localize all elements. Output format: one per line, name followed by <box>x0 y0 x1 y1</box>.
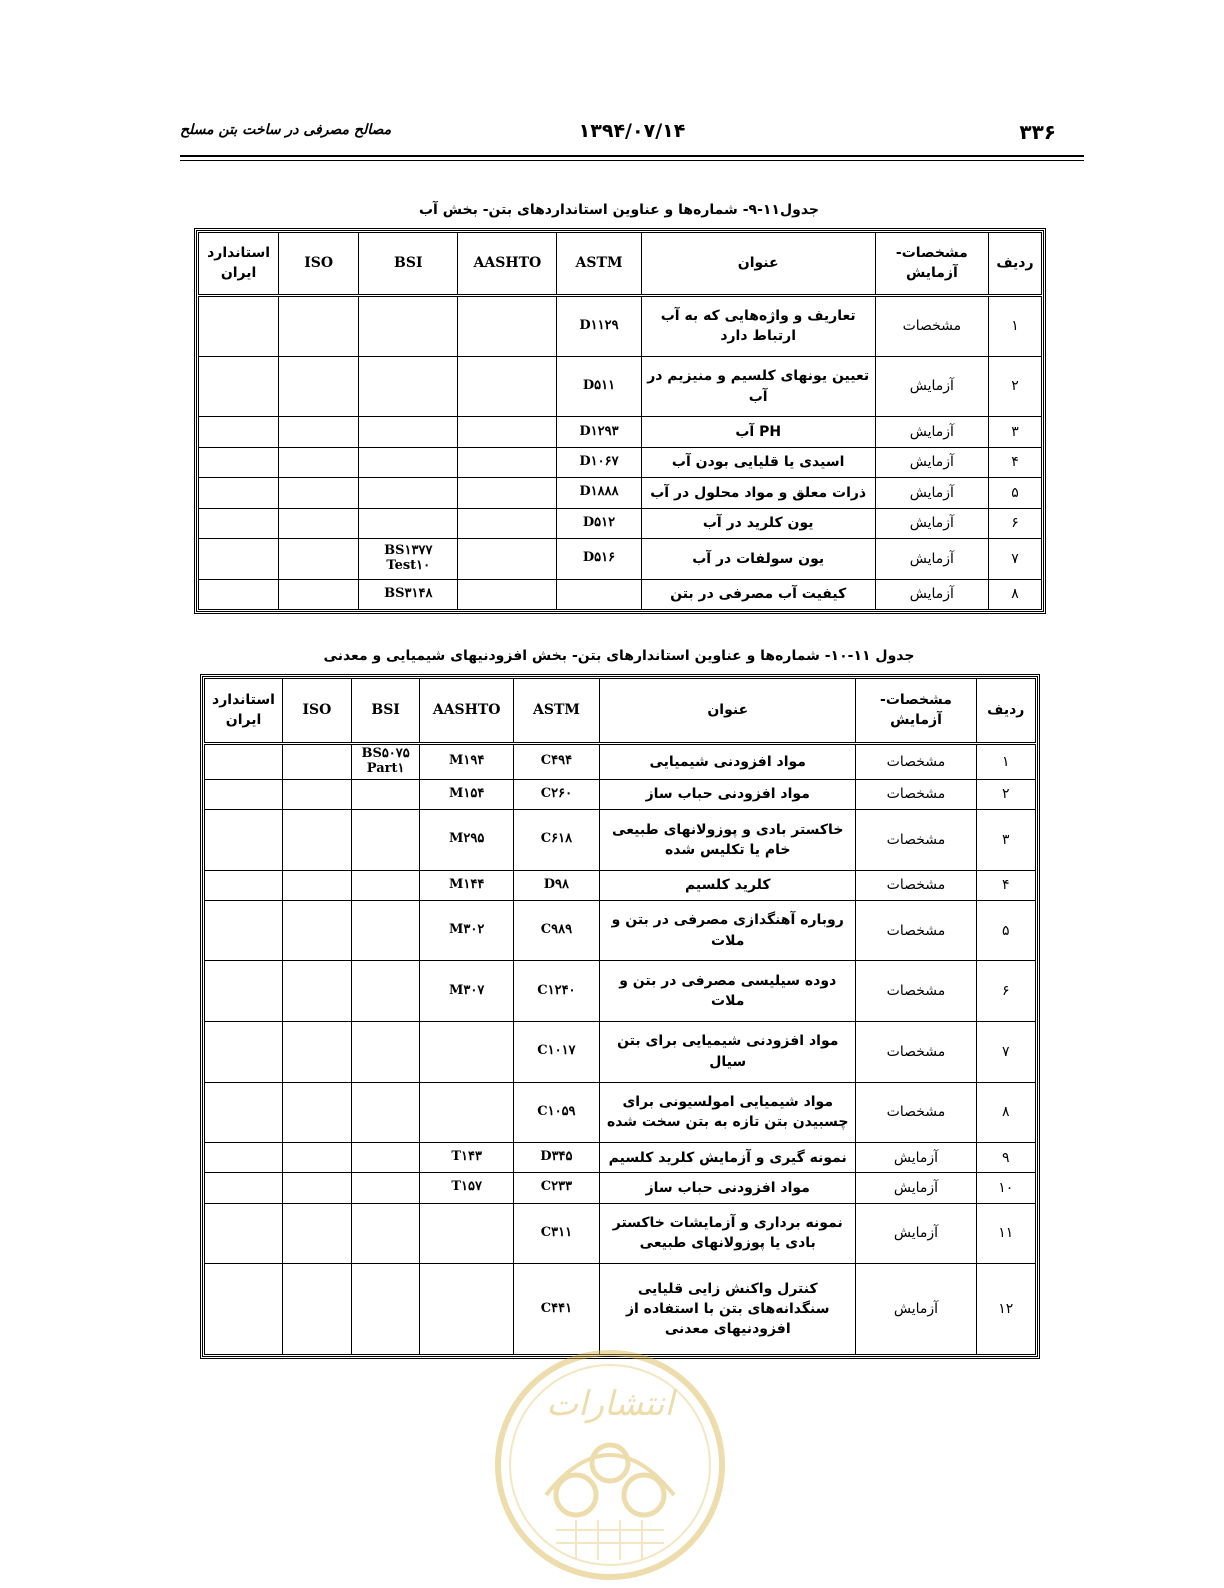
iso-code <box>283 961 352 1022</box>
row-type: آزمایش <box>856 1173 976 1203</box>
row-number: ۳ <box>976 810 1036 871</box>
row-number: ۸ <box>976 1082 1036 1143</box>
aashto-code: T۱۵۷ <box>420 1173 513 1203</box>
aashto-code: M۳۰۷ <box>420 961 513 1022</box>
table-row <box>205 743 1036 779</box>
bsi-code <box>359 478 458 508</box>
row-type: آزمایش <box>856 1203 976 1264</box>
watermark-text: انتشارات <box>546 1384 674 1424</box>
table-row <box>205 1082 1036 1143</box>
aashto-code <box>458 538 557 579</box>
astm-code: C۲۶۰ <box>513 779 599 809</box>
table-row <box>199 417 1042 447</box>
table-row <box>205 779 1036 809</box>
table1-caption: جدول۱۱-۹- شماره‌ها و عناوین استانداردهای بتن- بخش آب <box>418 202 819 218</box>
row-number: ۱۰ <box>976 1173 1036 1203</box>
col-header-type: مشخصات- آزمایش <box>856 679 976 744</box>
row-title: روباره آهنگدازی مصرفی در بتن و ملات <box>600 900 856 961</box>
iran-code <box>199 447 279 477</box>
iran-code <box>205 961 283 1022</box>
row-title: مواد افزودنی حباب ساز <box>600 779 856 809</box>
row-title: تعیین یونهای کلسیم و منیزیم در آب <box>641 356 875 417</box>
astm-code: C۲۳۳ <box>513 1173 599 1203</box>
iran-code <box>199 538 279 579</box>
bsi-code <box>351 1143 420 1173</box>
iso-code <box>279 356 359 417</box>
aashto-code: M۱۵۴ <box>420 779 513 809</box>
astm-code: D۱۲۹۳ <box>557 417 641 447</box>
row-title: تعاریف و واژه‌هایی که به آب ارتباط دارد <box>641 295 875 356</box>
row-number: ۵ <box>976 900 1036 961</box>
aashto-code <box>458 447 557 477</box>
row-title: یون کلرید در آب <box>641 508 875 538</box>
aashto-code: M۱۹۴ <box>420 743 513 779</box>
col-header-type: مشخصات- آزمایش <box>875 233 988 296</box>
astm-code <box>557 579 641 609</box>
iran-code <box>199 508 279 538</box>
iran-code <box>205 810 283 871</box>
aashto-code <box>420 1264 513 1355</box>
row-type: آزمایش <box>856 1264 976 1355</box>
aashto-code: M۳۰۲ <box>420 900 513 961</box>
iso-code <box>279 447 359 477</box>
row-type: مشخصات <box>856 743 976 779</box>
col-header-title: عنوان <box>600 679 856 744</box>
iran-code <box>205 1143 283 1173</box>
row-number: ۴ <box>976 870 1036 900</box>
astm-code: C۴۴۱ <box>513 1264 599 1355</box>
table2-caption: جدول ۱۱-۱۰- شماره‌ها و عناوین استاندارهای بتن- بخش افزودنیهای شیمیایی و معدنی <box>323 648 915 664</box>
iran-code <box>205 1022 283 1083</box>
table-row <box>199 579 1042 609</box>
water-standards-table <box>198 232 1042 610</box>
astm-code: D۵۱۶ <box>557 538 641 579</box>
iran-code <box>205 779 283 809</box>
row-title: کیفیت آب مصرفی در بتن <box>641 579 875 609</box>
iso-code <box>279 417 359 447</box>
iso-code <box>283 1203 352 1264</box>
astm-code: C۱۲۴۰ <box>513 961 599 1022</box>
row-title: PH آب <box>641 417 875 447</box>
bsi-code <box>351 779 420 809</box>
row-title: نمونه برداری و آزمایشات خاکستر بادی یا پوزولانهای طبیعی <box>600 1203 856 1264</box>
table-row <box>205 1264 1036 1355</box>
header-date: ۱۳۹۴/۰۷/۱۴ <box>578 120 686 142</box>
row-number: ۱۲ <box>976 1264 1036 1355</box>
aashto-code <box>420 1203 513 1264</box>
bsi-code <box>351 1022 420 1083</box>
bsi-code: BS۵۰۷۵ Part۱ <box>351 743 420 779</box>
iso-code <box>279 538 359 579</box>
table2-header-row <box>205 679 1036 744</box>
bsi-code <box>359 295 458 356</box>
aashto-code: M۱۴۴ <box>420 870 513 900</box>
bsi-code <box>359 508 458 538</box>
col-header-aashto: AASHTO <box>458 233 557 296</box>
row-type: مشخصات <box>856 870 976 900</box>
iso-code <box>283 1264 352 1355</box>
col-header-aashto: AASHTO <box>420 679 513 744</box>
bsi-code <box>351 1264 420 1355</box>
bsi-code <box>351 870 420 900</box>
iso-code <box>279 478 359 508</box>
aashto-code <box>458 356 557 417</box>
table-row <box>199 356 1042 417</box>
bsi-code <box>351 961 420 1022</box>
table-row <box>205 1022 1036 1083</box>
iran-code <box>199 356 279 417</box>
row-type: مشخصات <box>875 295 988 356</box>
bsi-code <box>351 1082 420 1143</box>
row-type: آزمایش <box>875 478 988 508</box>
row-number: ۱۱ <box>976 1203 1036 1264</box>
bsi-code <box>351 900 420 961</box>
bsi-code <box>351 1173 420 1203</box>
table1-header-row <box>199 233 1042 296</box>
row-type: مشخصات <box>856 900 976 961</box>
row-title: کلرید کلسیم <box>600 870 856 900</box>
col-header-iso: ISO <box>279 233 359 296</box>
iran-code <box>205 870 283 900</box>
bsi-code <box>359 356 458 417</box>
row-title: نمونه گیری و آزمایش کلرید کلسیم <box>600 1143 856 1173</box>
iran-code <box>205 1203 283 1264</box>
astm-code: D۱۸۸۸ <box>557 478 641 508</box>
row-number: ۴ <box>988 447 1041 477</box>
col-header-title: عنوان <box>641 233 875 296</box>
iran-code <box>199 579 279 609</box>
iran-code <box>205 1264 283 1355</box>
iso-code <box>283 743 352 779</box>
row-title: دوده سیلیسی مصرفی در بتن و ملات <box>600 961 856 1022</box>
col-header-row-number: ردیف <box>988 233 1041 296</box>
row-number: ۲ <box>976 779 1036 809</box>
iso-code <box>283 1022 352 1083</box>
astm-code: D۵۱۱ <box>557 356 641 417</box>
col-header-bsi: BSI <box>351 679 420 744</box>
col-header-iran: استاندارد ایران <box>205 679 283 744</box>
row-title: یون سولفات در آب <box>641 538 875 579</box>
aashto-code <box>458 295 557 356</box>
row-type: آزمایش <box>875 417 988 447</box>
bsi-code <box>359 447 458 477</box>
row-title: مواد افزودنی شیمیایی <box>600 743 856 779</box>
col-header-bsi: BSI <box>359 233 458 296</box>
row-type: مشخصات <box>856 779 976 809</box>
bsi-code: BS۱۳۷۷ Test۱۰ <box>359 538 458 579</box>
row-type: مشخصات <box>856 1022 976 1083</box>
astm-code: C۱۰۱۷ <box>513 1022 599 1083</box>
aashto-code: T۱۴۳ <box>420 1143 513 1173</box>
col-header-row-number: ردیف <box>976 679 1036 744</box>
iso-code <box>283 870 352 900</box>
iso-code <box>283 779 352 809</box>
row-number: ۷ <box>976 1022 1036 1083</box>
row-number: ۹ <box>976 1143 1036 1173</box>
astm-code: D۱۰۶۷ <box>557 447 641 477</box>
row-number: ۱ <box>988 295 1041 356</box>
table-row <box>199 478 1042 508</box>
row-title: ذرات معلق و مواد محلول در آب <box>641 478 875 508</box>
row-number: ۶ <box>988 508 1041 538</box>
row-type: مشخصات <box>856 1082 976 1143</box>
bsi-code <box>351 1203 420 1264</box>
row-type: آزمایش <box>856 1143 976 1173</box>
aashto-code <box>458 417 557 447</box>
iso-code <box>279 579 359 609</box>
aashto-code: M۲۹۵ <box>420 810 513 871</box>
bsi-code: BS۳۱۴۸ <box>359 579 458 609</box>
table-row <box>199 295 1042 356</box>
iso-code <box>279 508 359 538</box>
iso-code <box>279 295 359 356</box>
astm-code: D۳۴۵ <box>513 1143 599 1173</box>
col-header-iso: ISO <box>283 679 352 744</box>
header-rule <box>180 155 1084 157</box>
table-row <box>199 538 1042 579</box>
astm-code: C۹۸۹ <box>513 900 599 961</box>
publisher-seal-icon <box>486 1345 734 1584</box>
row-number: ۶ <box>976 961 1036 1022</box>
aashto-code <box>458 478 557 508</box>
iran-code <box>205 1173 283 1203</box>
table-row <box>205 810 1036 871</box>
aashto-code <box>420 1082 513 1143</box>
iran-code <box>205 900 283 961</box>
iran-code <box>205 1082 283 1143</box>
astm-code: C۴۹۴ <box>513 743 599 779</box>
admixtures-standards-table <box>204 678 1036 1355</box>
page-number: ۳۳۶ <box>1019 120 1056 144</box>
bsi-code <box>359 417 458 447</box>
astm-code: D۵۱۲ <box>557 508 641 538</box>
table-row <box>205 961 1036 1022</box>
row-number: ۵ <box>988 478 1041 508</box>
row-number: ۸ <box>988 579 1041 609</box>
iso-code <box>283 810 352 871</box>
astm-code: C۱۰۵۹ <box>513 1082 599 1143</box>
iran-code <box>199 295 279 356</box>
row-type: مشخصات <box>856 961 976 1022</box>
iran-code <box>205 743 283 779</box>
page-header <box>180 118 1084 148</box>
aashto-code <box>420 1022 513 1083</box>
row-title: مواد افزودنی شیمیایی برای بتن سیال <box>600 1022 856 1083</box>
astm-code: D۹۸ <box>513 870 599 900</box>
row-title: مواد افزودنی حباب ساز <box>600 1173 856 1203</box>
table-row <box>205 900 1036 961</box>
row-type: آزمایش <box>875 447 988 477</box>
astm-code: D۱۱۲۹ <box>557 295 641 356</box>
row-number: ۷ <box>988 538 1041 579</box>
table2-frame <box>200 674 1040 1359</box>
book-title: مصالح مصرفی در ساخت بتن مسلح <box>180 122 392 138</box>
iso-code <box>283 1173 352 1203</box>
col-header-astm: ASTM <box>557 233 641 296</box>
row-type: آزمایش <box>875 538 988 579</box>
table1-frame <box>194 228 1046 614</box>
row-number: ۳ <box>988 417 1041 447</box>
aashto-code <box>458 508 557 538</box>
table-row <box>205 1203 1036 1264</box>
table-row <box>205 1143 1036 1173</box>
iso-code <box>283 1143 352 1173</box>
row-number: ۲ <box>988 356 1041 417</box>
table-row <box>205 870 1036 900</box>
bsi-code <box>351 810 420 871</box>
row-number: ۱ <box>976 743 1036 779</box>
aashto-code <box>458 579 557 609</box>
iso-code <box>283 1082 352 1143</box>
table-row <box>199 447 1042 477</box>
row-title: خاکستر بادی و پوزولانهای طبیعی خام یا تکلیس شده <box>600 810 856 871</box>
row-type: آزمایش <box>875 579 988 609</box>
iran-code <box>199 417 279 447</box>
col-header-iran: استاندارد ایران <box>199 233 279 296</box>
row-type: آزمایش <box>875 356 988 417</box>
row-type: مشخصات <box>856 810 976 871</box>
header-rule-thin <box>180 160 1084 161</box>
table-row <box>199 508 1042 538</box>
iso-code <box>283 900 352 961</box>
col-header-astm: ASTM <box>513 679 599 744</box>
row-title: اسیدی یا قلیایی بودن آب <box>641 447 875 477</box>
astm-code: C۳۱۱ <box>513 1203 599 1264</box>
astm-code: C۶۱۸ <box>513 810 599 871</box>
row-title: کنترل واکنش زایی قلیایی سنگدانه‌های بتن با استفاده از افزودنیهای معدنی <box>600 1264 856 1355</box>
table-row <box>205 1173 1036 1203</box>
row-type: آزمایش <box>875 508 988 538</box>
iran-code <box>199 478 279 508</box>
row-title: مواد شیمیایی امولسیونی برای چسبیدن بتن تازه به بتن سخت شده <box>600 1082 856 1143</box>
